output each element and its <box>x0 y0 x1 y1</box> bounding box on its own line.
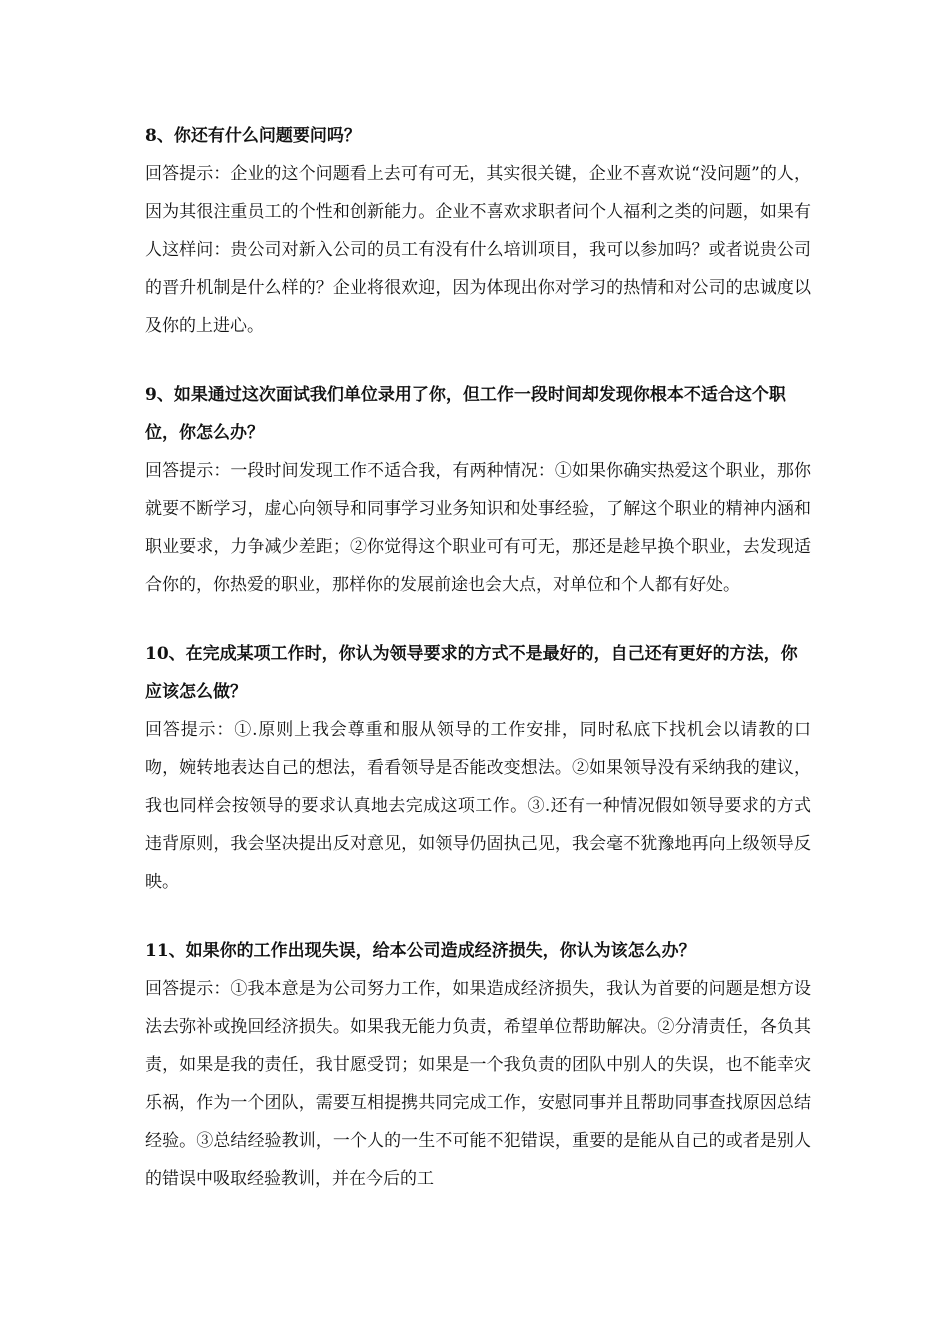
answer-paragraph: 回答提示：①我本意是为公司努力工作，如果造成经济损失，我认为首要的问题是想方设法去弥补或挽回经济损失。如果我无能力负责，希望单位帮助解决。②分清责任，各负其责，如果是我的责任，我甘愿受罚；如果是一个我负责的团队中别人的失误，也不能幸灾乐祸，作为一个团队，需要互相提携共同完成工作，安慰同事并且帮助同事查找原因总结经验。③总结经验教训，一个人的一生不可能不犯错误，重要的是能从自己的或者是别人的错误中吸取经验教训，并在今后的工 <box>145 979 811 1189</box>
qa-section-11 <box>145 932 811 1198</box>
answer-paragraph: 回答提示：企业的这个问题看上去可有可无，其实很关键，企业不喜欢说“没问题”的人，因为其很注重员工的个性和创新能力。企业不喜欢求职者问个人福利之类的问题，如果有人这样问：贵公司对新入公司的员工有没有什么培训项目，我可以参加吗？或者说贵公司的晋升机制是什么样的？企业将很欢迎，因为体现出你对学习的热情和对公司的忠诚度以及你的上进心。 <box>145 164 811 336</box>
question-heading: 9、如果通过这次面试我们单位录用了你，但工作一段时间却发现你根本不适合这个职位，你怎么办？ <box>145 385 786 443</box>
section-spacer <box>145 901 811 932</box>
question-heading: 11、如果你的工作出现失误，给本公司造成经济损失，你认为该怎么办？ <box>145 941 696 961</box>
question-heading: 10、在完成某项工作时，你认为领导要求的方式不是最好的，自己还有更好的方法，你应该怎么做？ <box>145 644 798 702</box>
section-spacer <box>145 604 811 635</box>
document-page <box>145 117 811 1198</box>
section-spacer <box>145 345 811 376</box>
answer-paragraph: 回答提示：①.原则上我会尊重和服从领导的工作安排，同时私底下找机会以请教的口吻，婉转地表达自己的想法，看看领导是否能改变想法。②如果领导没有采纳我的建议，我也同样会按领导的要求认真地去完成这项工作。③.还有一种情况假如领导要求的方式违背原则，我会坚决提出反对意见，如领导仍固执己见，我会毫不犹豫地再向上级领导反映。 <box>145 720 811 892</box>
question-heading: 8、你还有什么问题要问吗？ <box>145 126 361 146</box>
qa-section-10 <box>145 635 811 901</box>
qa-section-8 <box>145 117 811 345</box>
answer-paragraph: 回答提示：一段时间发现工作不适合我，有两种情况：①如果你确实热爱这个职业，那你就要不断学习，虚心向领导和同事学习业务知识和处事经验，了解这个职业的精神内涵和职业要求，力争减少差距；②你觉得这个职业可有可无，那还是趁早换个职业，去发现适合你的，你热爱的职业，那样你的发展前途也会大点，对单位和个人都有好处。 <box>145 461 811 595</box>
qa-section-9 <box>145 376 811 604</box>
